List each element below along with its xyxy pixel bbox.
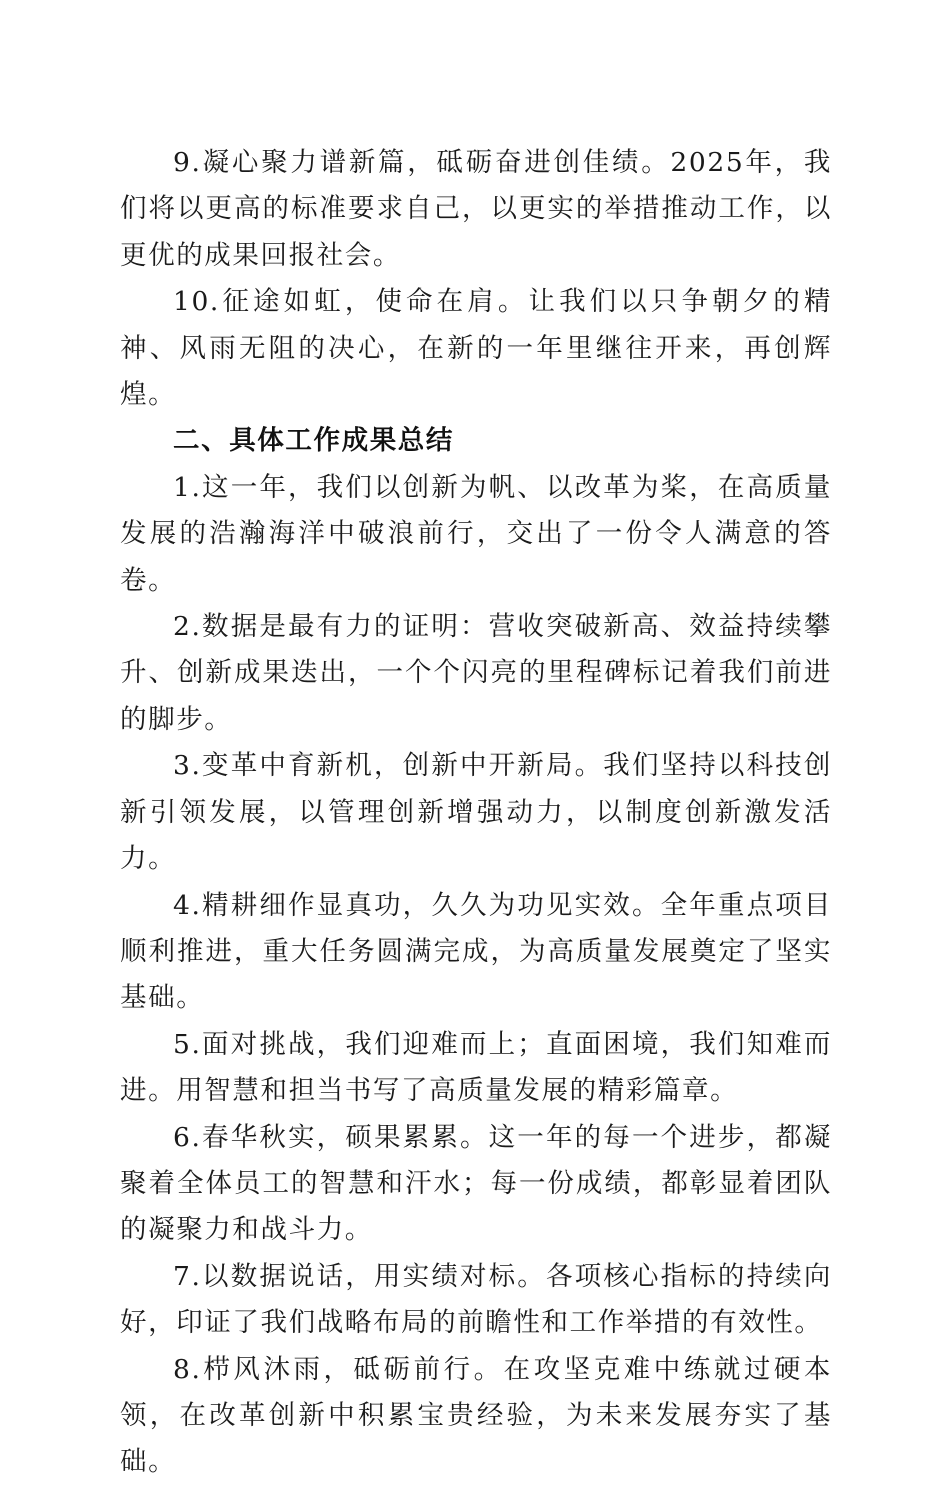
paragraph-9: 9.凝心聚力谱新篇，砥砺奋进创佳绩。2025年，我们将以更高的标准要求自己，以更实的举措推动工作，以更优的成果回报社会。	[120, 147, 832, 271]
paragraph-10: 10.征途如虹，使命在肩。让我们以只争朝夕的精神、风雨无阻的决心，在新的一年里继往开来，再创辉煌。	[120, 286, 832, 411]
result-paragraph-6: 6.春华秋实，硕果累累。这一年的每一个进步，都凝聚着全体员工的智慧和汗水；每一份成绩，都彰显着团队的凝聚力和战斗力。	[120, 1121, 832, 1246]
result-paragraph-7: 7.以数据说话，用实绩对标。各项核心指标的持续向好，印证了我们战略布局的前瞻性和工作举措的有效性。	[120, 1260, 832, 1339]
result-paragraph-1: 1.这一年，我们以创新为帆、以改革为桨，在高质量发展的浩瀚海洋中破浪前行，交出了一份令人满意的答卷。	[120, 471, 832, 596]
document-body	[120, 140, 832, 1486]
result-paragraph-5: 5.面对挑战，我们迎难而上；直面困境，我们知难而进。用智慧和担当书写了高质量发展的精彩篇章。	[120, 1028, 832, 1107]
result-paragraph-4: 4.精耕细作显真功，久久为功见实效。全年重点项目顺利推进，重大任务圆满完成，为高质量发展奠定了坚实基础。	[120, 889, 832, 1014]
result-paragraph-8: 8.栉风沐雨，砥砺前行。在攻坚克难中练就过硬本领，在改革创新中积累宝贵经验，为未来发展夯实了基础。	[120, 1353, 832, 1478]
section-heading: 二、具体工作成果总结	[173, 425, 454, 457]
result-paragraph-2: 2.数据是最有力的证明：营收突破新高、效益持续攀升、创新成果迭出，一个个闪亮的里程碑标记着我们前进的脚步。	[120, 611, 832, 735]
result-paragraph-3: 3.变革中育新机，创新中开新局。我们坚持以科技创新引领发展，以管理创新增强动力，以制度创新激发活力。	[120, 750, 832, 875]
